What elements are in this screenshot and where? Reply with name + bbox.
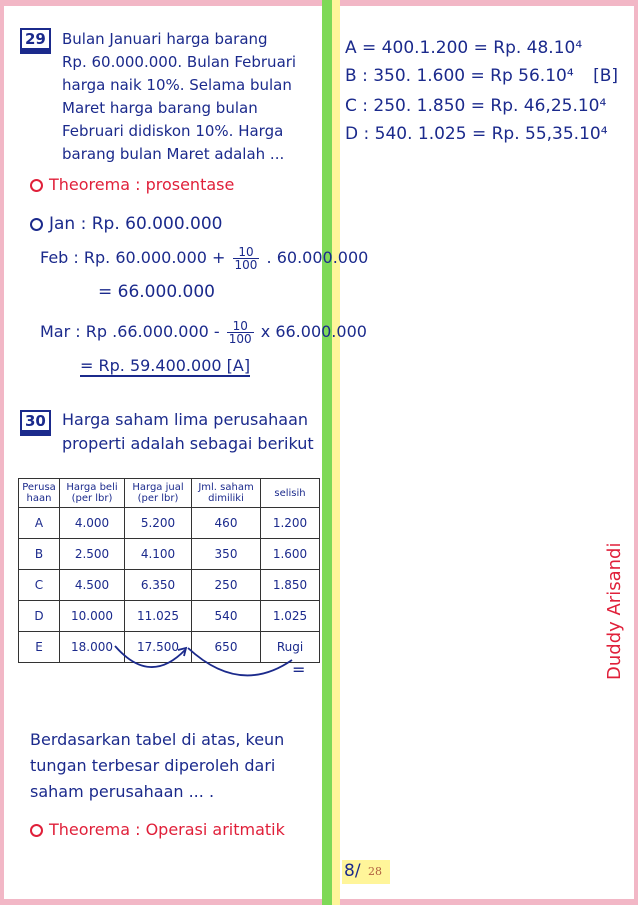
arrow-equals: = (292, 660, 306, 679)
q29-jan: Jan : Rp. 60.000.000 (30, 214, 223, 234)
q30-line-2: properti adalah sebagai berikut (62, 434, 314, 453)
table-row (19, 570, 320, 601)
q29-feb-line: Feb : Rp. 60.000.000 + $\frac{10}{100}$ . 60.000.000 (40, 245, 369, 272)
q29-theorem: Theorema : prosentase (30, 175, 234, 194)
table-header: Harga beli (per lbr) (60, 479, 125, 508)
fraction: $\frac{10}{100}$ (228, 319, 252, 346)
table-cell: 4.500 (60, 570, 125, 601)
table-row (19, 601, 320, 632)
q30-question-1: Berdasarkan tabel di atas, keun (30, 730, 285, 749)
answer-a: A = 400.1.200 = Rp. 48.10⁴ (345, 38, 583, 58)
answer-mark: [B] (593, 66, 619, 86)
table-cell: 4.100 (125, 539, 192, 570)
page-number: 8/ 28 (342, 860, 390, 884)
q30-question-2: tungan terbesar diperoleh dari (30, 756, 276, 775)
question-30-number: 30 (20, 410, 51, 436)
table-cell: E (19, 632, 60, 663)
table-header-row (19, 479, 320, 508)
table-header: Jml. saham dimiliki (192, 479, 261, 508)
table-cell: D (19, 601, 60, 632)
q29-line-2: Rp. 60.000.000. Bulan Februari (62, 53, 297, 71)
q30-line-1: Harga saham lima perusahaan (62, 410, 309, 429)
table-cell: 1.600 (261, 539, 320, 570)
stock-table (18, 478, 320, 663)
bullet-icon (30, 218, 43, 231)
bullet-icon (30, 824, 43, 837)
question-29-number: 29 (20, 28, 51, 54)
answer-d: D : 540. 1.025 = Rp. 55,35.10⁴ (345, 124, 608, 144)
answer-c: C : 250. 1.850 = Rp. 46,25.10⁴ (345, 96, 607, 116)
table-header: Perusa haan (19, 479, 60, 508)
table-cell: A (19, 508, 60, 539)
table-cell: 350 (192, 539, 261, 570)
bullet-icon (30, 179, 43, 192)
table-cell: 2.500 (60, 539, 125, 570)
table-cell: 5.200 (125, 508, 192, 539)
q30-theorem: Theorema : Operasi aritmatik (30, 820, 285, 839)
table-cell: 460 (192, 508, 261, 539)
table-cell: 1.200 (261, 508, 320, 539)
q30-question-3: saham perusahaan ... . (30, 782, 215, 801)
q29-line-6: barang bulan Maret adalah ... (62, 145, 285, 163)
table-cell: 250 (192, 570, 261, 601)
curved-arrows-icon (110, 638, 310, 688)
table-cell: C (19, 570, 60, 601)
table-cell: 6.350 (125, 570, 192, 601)
yellow-divider (332, 0, 340, 905)
q29-line-3: harga naik 10%. Selama bulan (62, 76, 292, 94)
table-cell: 540 (192, 601, 261, 632)
table-cell: 4.000 (60, 508, 125, 539)
answer-b: B : 350. 1.600 = Rp 56.10⁴ [B] (345, 66, 619, 86)
table-cell: B (19, 539, 60, 570)
q29-mar-result: = Rp. 59.400.000 [A] (80, 356, 251, 375)
table-cell: 17.500 (125, 632, 192, 663)
q29-line-4: Maret harga barang bulan (62, 99, 258, 117)
table-cell: 10.000 (60, 601, 125, 632)
table-row (19, 508, 320, 539)
table-header: selisih (261, 479, 320, 508)
table-cell: Rugi (261, 632, 320, 663)
green-divider (322, 0, 332, 905)
table-cell: 18.000 (60, 632, 125, 663)
q29-feb-result: = 66.000.000 (98, 282, 215, 302)
q29-line-1: Bulan Januari harga barang (62, 30, 268, 48)
table-row (19, 539, 320, 570)
table-header: Harga jual (per lbr) (125, 479, 192, 508)
table-cell: 11.025 (125, 601, 192, 632)
signature: Duddy Arisandi (604, 542, 625, 680)
q29-line-5: Februari didiskon 10%. Harga (62, 122, 284, 140)
q29-mar-line: Mar : Rp .66.000.000 - $\frac{10}{100}$ x 66.000.000 (40, 319, 367, 346)
table-cell: 1.850 (261, 570, 320, 601)
table-cell: 650 (192, 632, 261, 663)
fraction: $\frac{10}{100}$ (234, 245, 258, 272)
table-cell: 1.025 (261, 601, 320, 632)
